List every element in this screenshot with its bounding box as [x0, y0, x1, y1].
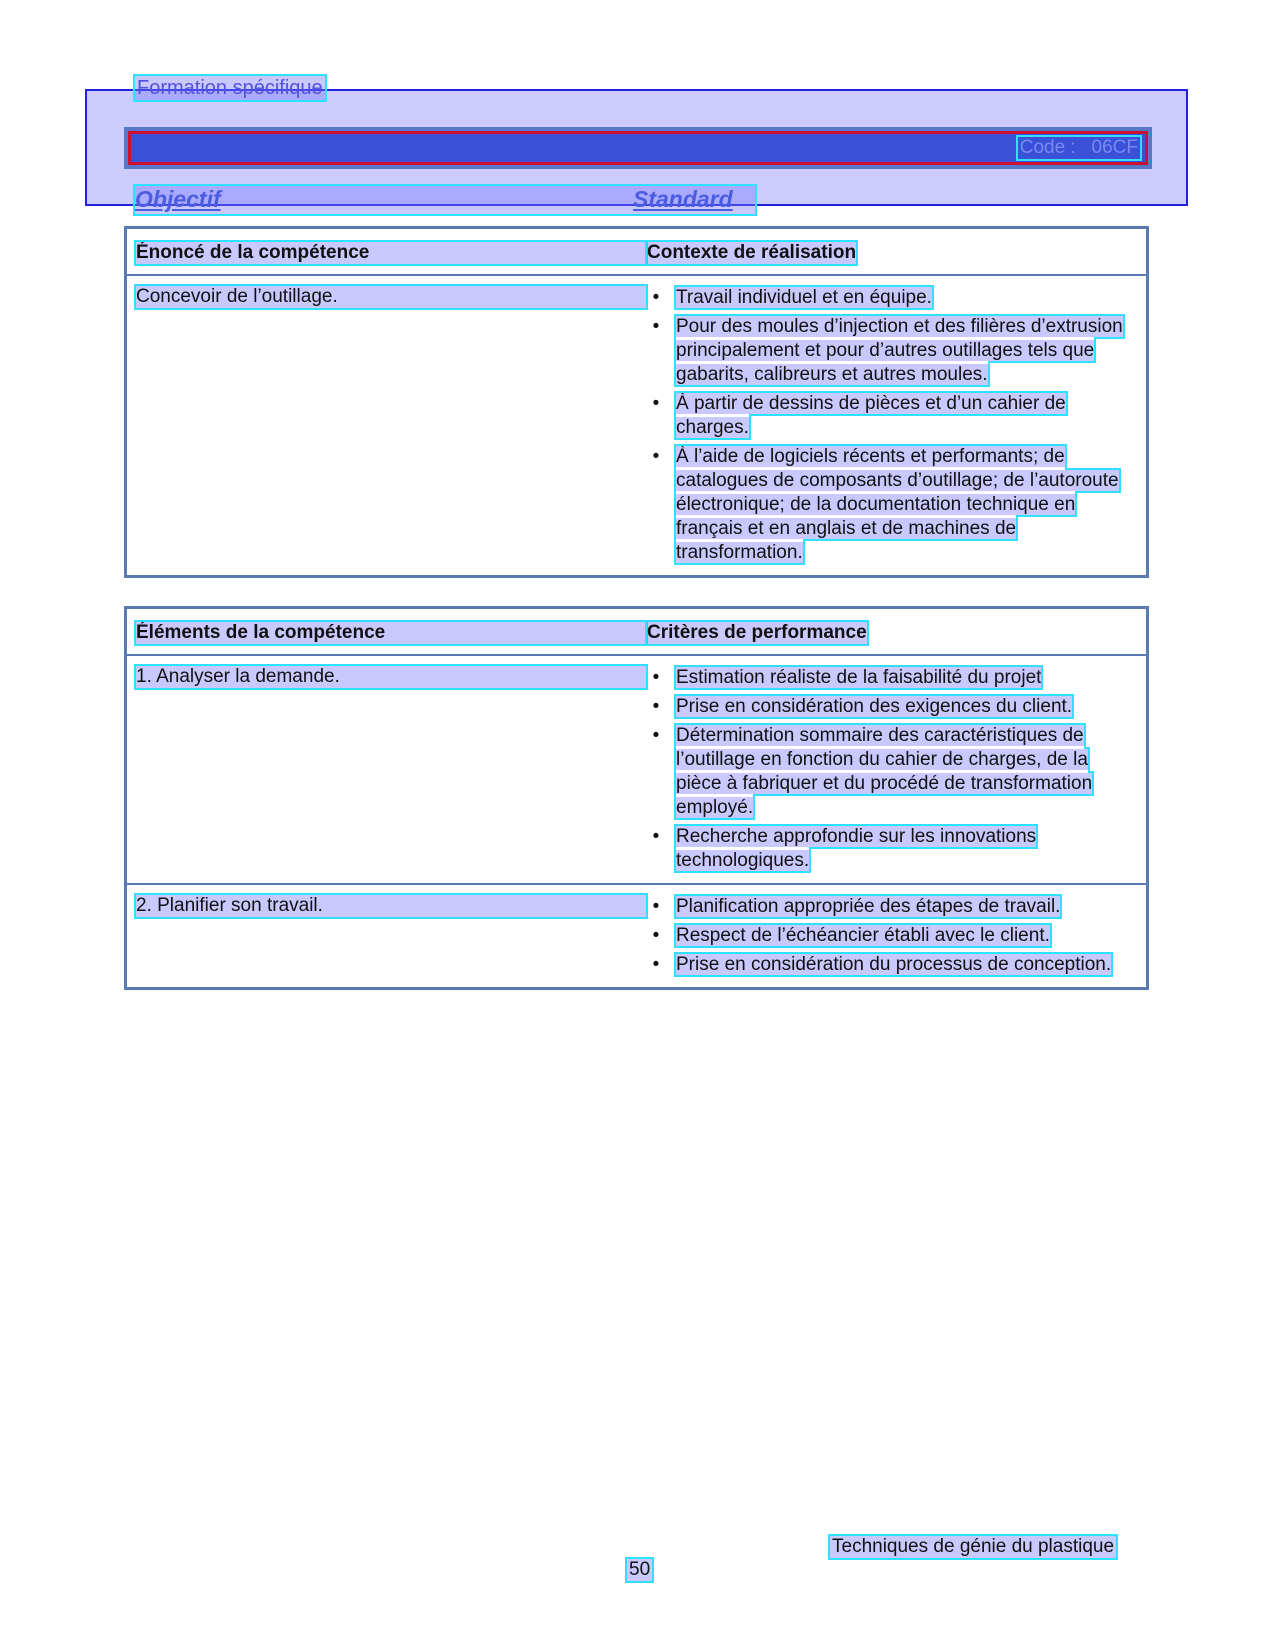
- bullet-icon: •: [652, 287, 660, 308]
- list-item: [647, 666, 1136, 690]
- bullet-icon: •: [652, 896, 660, 917]
- list-item: [647, 445, 1136, 565]
- competence-row: [127, 276, 1146, 575]
- bullet-icon: •: [652, 725, 660, 746]
- list-item: [647, 392, 1136, 440]
- context-item-text: Pour des moules d’injection et des filières d’extrusion principalement et pour d’autres outillages tels que gabarits, calibreurs et autres moules.: [676, 316, 1123, 385]
- competence-table: [124, 226, 1149, 578]
- bullet-icon: •: [652, 667, 660, 688]
- standard-heading: Standard: [633, 186, 733, 212]
- context-item-text: Travail individuel et en équipe.: [676, 287, 932, 308]
- criteria-header: Critères de performance: [647, 622, 867, 643]
- code-bar-frame: [128, 131, 1148, 165]
- page-number: 50: [629, 1559, 651, 1580]
- elements-header: Éléments de la compétence: [136, 622, 646, 644]
- course-code: Code : 06CF: [1019, 137, 1138, 158]
- bullet-icon: •: [652, 925, 660, 946]
- element-label: 2. Planifier son travail.: [136, 895, 646, 917]
- criterion-text: Respect de l’échéancier établi avec le client.: [676, 925, 1050, 946]
- bullet-icon: •: [652, 954, 660, 975]
- criterion-text: Estimation réaliste de la faisabilité du projet: [676, 667, 1042, 688]
- bullet-icon: •: [652, 446, 660, 467]
- section-headings: [135, 186, 755, 214]
- list-item: [647, 695, 1136, 719]
- elements-table: [124, 606, 1149, 990]
- list-item: [647, 724, 1136, 820]
- competence-table-header: [127, 229, 1146, 276]
- objective-heading: Objectif: [135, 186, 221, 212]
- context-list: [127, 276, 1146, 575]
- footer-title: Techniques de génie du plastique: [832, 1536, 1115, 1557]
- elements-table-header: [127, 609, 1146, 656]
- formation-label: Formation spécifique: [137, 77, 323, 99]
- competence-statement: Concevoir de l’outillage.: [136, 286, 646, 308]
- list-item: [647, 825, 1136, 873]
- context-header: Contexte de réalisation: [647, 242, 857, 263]
- table-row: [127, 656, 1146, 883]
- bullet-icon: •: [652, 826, 660, 847]
- context-item-text: À partir de dessins de pièces et d’un cahier de charges.: [676, 393, 1066, 438]
- criterion-text: Prise en considération du processus de conception.: [676, 954, 1112, 975]
- bullet-icon: •: [652, 393, 660, 414]
- list-item: [647, 315, 1136, 387]
- bullet-icon: •: [652, 316, 660, 337]
- list-item: [647, 895, 1136, 919]
- list-item: [647, 953, 1136, 977]
- criterion-text: Détermination sommaire des caractéristiques de l’outillage en fonction du cahier de charges, de la pièce à fabriquer et du procédé de transformation employé.: [676, 725, 1093, 818]
- context-item-text: À l’aide de logiciels récents et performants; de catalogues de composants d’outillage; de l’autoroute électronique; de la documentation technique en français et en anglais et de machines de transformation.: [676, 446, 1119, 563]
- criterion-text: Recherche approfondie sur les innovations technologiques.: [676, 826, 1037, 871]
- element-label: 1. Analyser la demande.: [136, 666, 646, 688]
- list-item: [647, 924, 1136, 948]
- code-bar: [124, 127, 1152, 169]
- criterion-text: Prise en considération des exigences du client.: [676, 696, 1073, 717]
- table-row: [127, 883, 1146, 987]
- competence-statement-header: Énoncé de la compétence: [136, 242, 646, 264]
- list-item: [647, 286, 1136, 310]
- bullet-icon: •: [652, 696, 660, 717]
- criterion-text: Planification appropriée des étapes de travail.: [676, 896, 1061, 917]
- criteria-list: [127, 656, 1146, 883]
